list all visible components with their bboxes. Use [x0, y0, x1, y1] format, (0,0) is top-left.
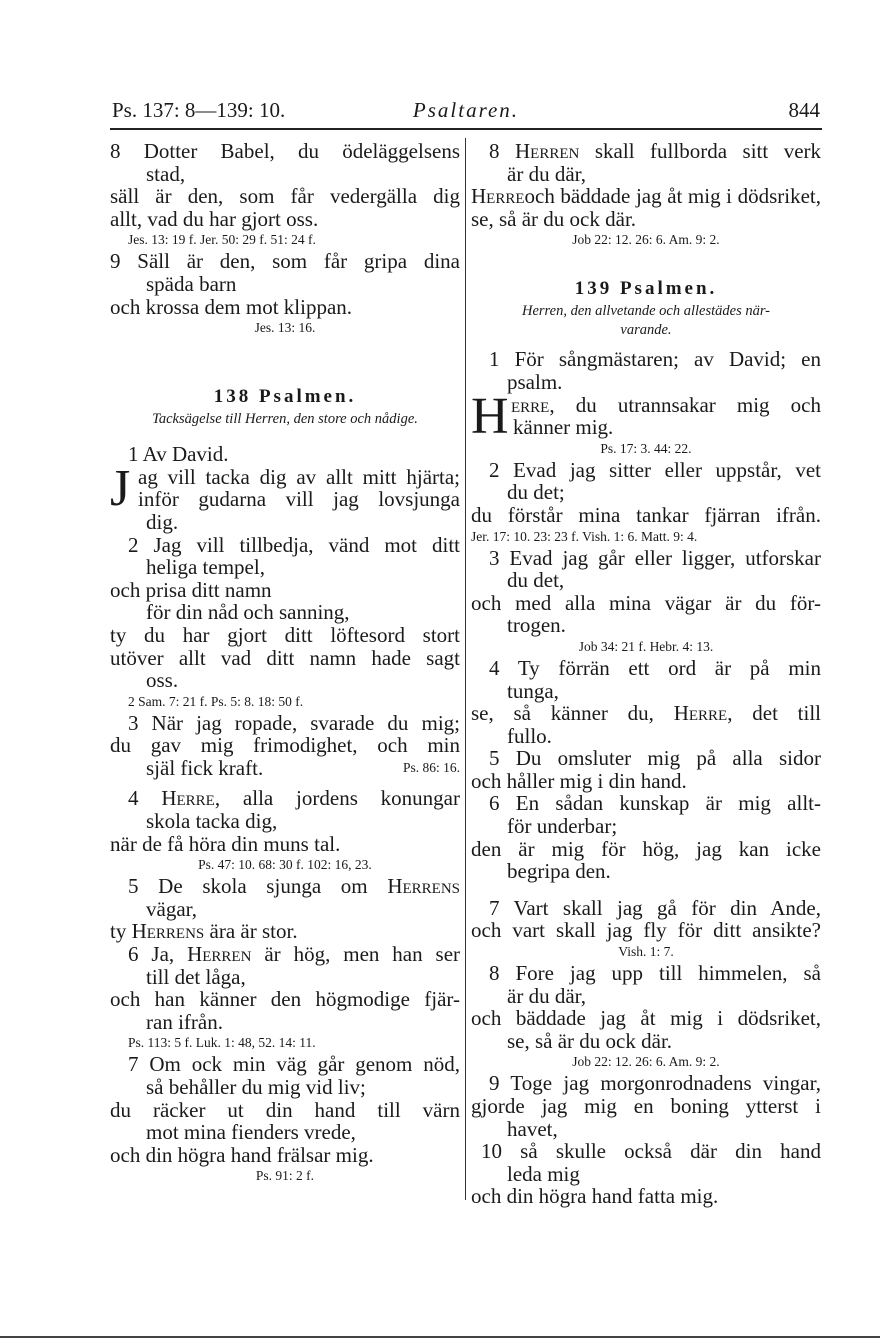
- verse-line: oss.: [146, 668, 179, 693]
- cross-reference: Ps. 86: 16.: [402, 759, 460, 775]
- verse-line: se, så känner du, Herre, det till: [471, 701, 822, 726]
- cross-reference: Job 34: 21 f. Hebr. 4: 13.: [578, 638, 714, 654]
- verse-line: 5 De skola sjunga om Herrens: [128, 874, 460, 899]
- verse-line: 8 Dotter Babel, du ödeläggelsens: [110, 139, 460, 163]
- cross-reference: Ps. 91: 2 f.: [255, 1168, 315, 1184]
- cross-reference: Ps. 113: 5 f. Luk. 1: 48, 52. 14: 11.: [128, 1035, 316, 1051]
- divine-name: erre: [511, 392, 550, 417]
- verse-line: mot mina fienders vrede,: [146, 1120, 356, 1145]
- verse-line: är du där,: [507, 983, 587, 1008]
- verse-line: till det låga,: [146, 964, 246, 989]
- verse-line: 2 Evad jag sitter eller uppstår, vet: [489, 457, 821, 482]
- verse-line: 6 En sådan kunskap är mig allt-: [489, 791, 821, 816]
- cross-reference: Job 22: 12. 26: 6. Am. 9: 2.: [572, 1054, 720, 1070]
- cross-reference: 2 Sam. 7: 21 f. Ps. 5: 8. 18: 50 f.: [128, 693, 304, 709]
- verse-line: 4 Ty förrän ett ord är på min: [489, 655, 821, 680]
- divine-name: Herrens: [387, 874, 460, 899]
- verse-line: så behåller du mig vid liv;: [146, 1075, 366, 1099]
- verse-line: 4 Herre, alla jordens konungar: [128, 786, 460, 811]
- verse-line: 10 så skulle också där din hand: [481, 1139, 821, 1164]
- verse-text: själ fick kraft.: [146, 755, 264, 780]
- verse-line: 2 Jag vill tillbedja, vänd mot ditt: [128, 532, 460, 557]
- verse-line: du räcker ut din hand till värn: [110, 1097, 460, 1122]
- divine-name: Herre: [673, 701, 728, 726]
- psalm-heading: 139 Psalmen.: [574, 278, 718, 300]
- verse-block: [471, 387, 821, 445]
- verse-line: begripa den.: [507, 859, 611, 884]
- verse-line: känner mig.: [513, 415, 614, 440]
- header-rule: [110, 128, 822, 130]
- verse-line: 7 Vart skall jag gå för din Ande,: [489, 895, 821, 920]
- divine-name: Herre: [471, 184, 525, 209]
- verse-line: tunga,: [507, 678, 559, 703]
- verse-line: se, så är du ock där.: [507, 1028, 673, 1053]
- verse-line: Herreoch bäddade jag åt mig i dödsriket,: [471, 184, 821, 209]
- verse-line: för din nåd och sanning,: [146, 600, 350, 625]
- verse-line: utöver allt vad ditt namn hade sagt: [110, 645, 460, 670]
- verse-line: trogen.: [507, 613, 566, 638]
- verse-line: heliga tempel,: [146, 555, 265, 580]
- verse-line: när de få höra din muns tal.: [110, 831, 341, 856]
- psalm-heading: 138 Psalmen.: [213, 386, 357, 408]
- cross-reference: Jer. 17: 10. 23: 23 f. Vish. 1: 6. Matt. 9: 4.: [471, 528, 698, 544]
- psalm-subtitle: Tacksägelse till Herren, den store och nådige.: [152, 411, 418, 428]
- verse-line: se, så är du ock där.: [471, 206, 637, 231]
- psalm-subtitle: varande.: [620, 322, 672, 339]
- verse-line: 6 Ja, Herren är hög, men han ser: [128, 942, 461, 967]
- verse-line: ag vill tacka dig av allt mitt hjärta;: [138, 464, 460, 489]
- verse-line: och prisa ditt namn: [110, 577, 272, 602]
- verse-line: säll är den, som får vedergälla dig: [110, 184, 460, 209]
- psalm-subtitle: Herren, den allvetande och allestädes när-: [521, 303, 771, 320]
- verse-line: 9 Säll är den, som får gripa dina: [110, 249, 460, 274]
- verse-line: den är mig för hög, jag kan icke: [471, 836, 821, 861]
- verse-block: [110, 459, 460, 534]
- verse-line: 3 När jag ropade, svarade du mig;: [128, 710, 460, 735]
- verse-line: leda mig: [507, 1161, 580, 1186]
- verse-line: dig.: [146, 509, 179, 534]
- verse-line: ran ifrån.: [146, 1009, 223, 1034]
- verse-line: fullo.: [507, 723, 552, 748]
- verse-line: allt, vad du har gjort oss.: [110, 206, 319, 231]
- verse-line: är du där,: [507, 161, 587, 186]
- verse-line: gjorde jag mig en boning ytterst i: [471, 1094, 821, 1118]
- left-column: [110, 140, 460, 1186]
- cross-reference: Ps. 17: 3. 44: 22.: [600, 440, 692, 456]
- divine-name: Herrens: [131, 919, 205, 944]
- divine-name: Herre: [161, 786, 215, 811]
- verse-line: psalm.: [507, 369, 563, 394]
- verse-line: erre, du utrannsakar mig och: [511, 392, 821, 417]
- verse-line: havet,: [507, 1116, 558, 1141]
- verse-line: 8 Fore jag upp till himmelen, så: [489, 961, 821, 986]
- verse-line: du gav mig frimodighet, och min: [110, 733, 460, 758]
- divine-name: Herren: [515, 139, 580, 163]
- verse-line: du det;: [507, 480, 565, 505]
- verse-line: 5 Du omsluter mig på alla sidor: [489, 746, 821, 771]
- verse-line: ty du har gjort ditt löftesord stort: [110, 622, 460, 647]
- book-title: Psaltaren.: [412, 98, 520, 122]
- verse-range: Ps. 137: 8—139: 10.: [112, 98, 286, 122]
- verse-line: stad,: [146, 161, 186, 186]
- verse-line: 1 Av David.: [128, 442, 229, 467]
- verse-line: [110, 757, 460, 780]
- verse-line: du det,: [507, 568, 565, 593]
- cross-reference: Ps. 47: 10. 68: 30 f. 102: 16, 23.: [198, 857, 372, 873]
- verse-line: 9 Toge jag morgonrodnadens vingar,: [489, 1071, 821, 1096]
- verse-line: ty Herrens ära är stor.: [110, 919, 298, 944]
- verse-line: inför gudarna vill jag lovsjunga: [138, 487, 460, 512]
- verse-line: för underbar;: [507, 814, 618, 839]
- right-column: [471, 140, 821, 1208]
- cross-reference: Jes. 13: 19 f. Jer. 50: 29 f. 51: 24 f.: [128, 232, 316, 248]
- cross-reference: Jes. 13: 16.: [254, 320, 316, 336]
- verse-line: och han känner den högmodige fjär-: [110, 987, 460, 1012]
- verse-line: 3 Evad jag går eller ligger, utforskar: [489, 545, 821, 570]
- verse-line: och din högra hand frälsar mig.: [110, 1142, 374, 1167]
- divine-name: Herren: [187, 942, 252, 967]
- page-number: 844: [788, 98, 820, 122]
- verse-line: och vart skall jag fly för ditt ansikte?: [471, 918, 821, 943]
- verse-line: och bäddade jag åt mig i dödsriket,: [471, 1006, 821, 1031]
- verse-line: 7 Om ock min väg går genom nöd,: [128, 1052, 460, 1077]
- drop-cap: H: [471, 387, 509, 445]
- verse-line: 1 För sångmästaren; av David; en: [489, 347, 821, 372]
- verse-line: och håller mig i din hand.: [471, 768, 687, 793]
- verse-line: 8 Herren skall fullborda sitt verk: [489, 139, 822, 163]
- verse-line: och med alla mina vägar är du för-: [471, 590, 821, 615]
- column-divider: [465, 138, 466, 1200]
- cross-reference: Job 22: 12. 26: 6. Am. 9: 2.: [572, 232, 720, 248]
- drop-cap: J: [110, 459, 131, 517]
- running-header: [112, 98, 820, 128]
- verse-line: vägar,: [146, 896, 198, 921]
- page-edge-line: [0, 1336, 880, 1338]
- cross-reference: Vish. 1: 7.: [618, 944, 674, 960]
- verse-line: späda barn: [146, 271, 237, 296]
- verse-line: och krossa dem mot klippan.: [110, 294, 353, 319]
- verse-line: skola tacka dig,: [146, 809, 278, 834]
- verse-line: och din högra hand fatta mig.: [471, 1184, 719, 1209]
- verse-line: du förstår mina tankar fjärran ifrån.: [471, 502, 821, 527]
